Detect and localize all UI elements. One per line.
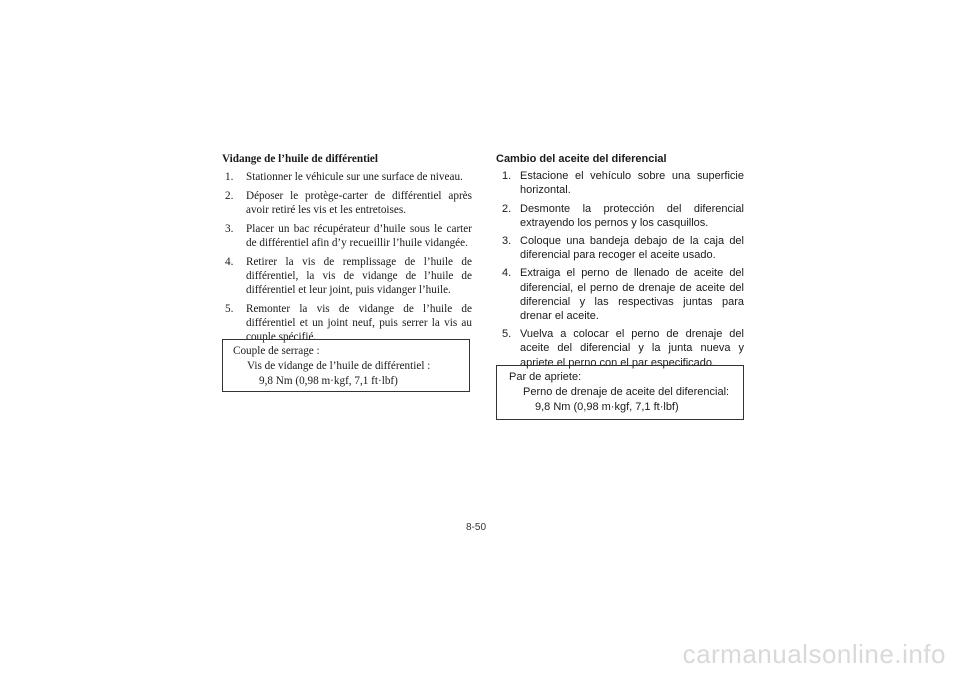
spanish-column [496,152,744,374]
french-step-1: 1. Stationner le véhicule sur une surface de niveau. [225,171,463,183]
spanish-torque-spec-box [496,365,744,420]
spanish-step-2: 2. Desmonte la protección del diferencial extrayendo los pernos y los casquillos. [502,202,744,229]
french-spec-value: 9,8 Nm (0,98 m·kgf, 7,1 ft·lbf) [259,375,398,387]
spanish-spec-item: Perno de drenaje de aceite del diferencial: [523,386,730,398]
french-spec-title: Couple de serrage : [233,345,320,357]
french-column [222,152,472,349]
spanish-spec-value: 9,8 Nm (0,98 m·kgf, 7,1 ft·lbf) [535,401,679,413]
french-step-2: 2. Déposer le protège-carter de différentiel après avoir retiré les vis et les entretoises. [225,190,472,216]
spanish-step-3: 3. Coloque una bandeja debajo de la caja del diferencial para recoger el aceite usado. [502,235,744,262]
french-steps [222,170,472,344]
french-heading: Vidange de l’huile de différentiel [222,153,378,165]
french-step-5: 5. Remonter la vis de vidange de l’huile de différentiel et un joint neuf, puis serrer la vis au couple spécifié. [225,303,472,343]
french-step-3: 3. Placer un bac récupérateur d’huile sous le carter de différentiel afin d’y recueillir l’huile vidangée. [225,223,472,249]
spanish-step-4: 4. Extraiga el perno de llenado de aceite del diferencial, el perno de drenaje de aceite del diferencial y las respectivas juntas para drenar el aceite. [502,267,744,323]
spanish-step-1: 1. Estacione el vehículo sobre una superficie horizontal. [502,170,744,197]
spanish-step-5: 5. Vuelva a colocar el perno de drenaje del aceite del diferencial y la junta nueva y apriete el perno con el par especificado. [502,328,744,369]
page-number: 8-50 [466,522,487,533]
french-step-4: 4. Retirer la vis de remplissage de l’huile de différentiel, la vis de vidange de l’huile de différentiel et leur joint, puis vidanger l’huile. [225,256,472,296]
spanish-steps [496,169,744,370]
watermark: carmanualsonline.info [682,639,946,669]
french-torque-spec-box [222,339,470,392]
spanish-spec-title: Par de apriete: [509,371,582,383]
french-spec-item: Vis de vidange de l’huile de différentiel : [247,360,431,372]
spanish-heading: Cambio del aceite del diferencial [496,153,667,165]
